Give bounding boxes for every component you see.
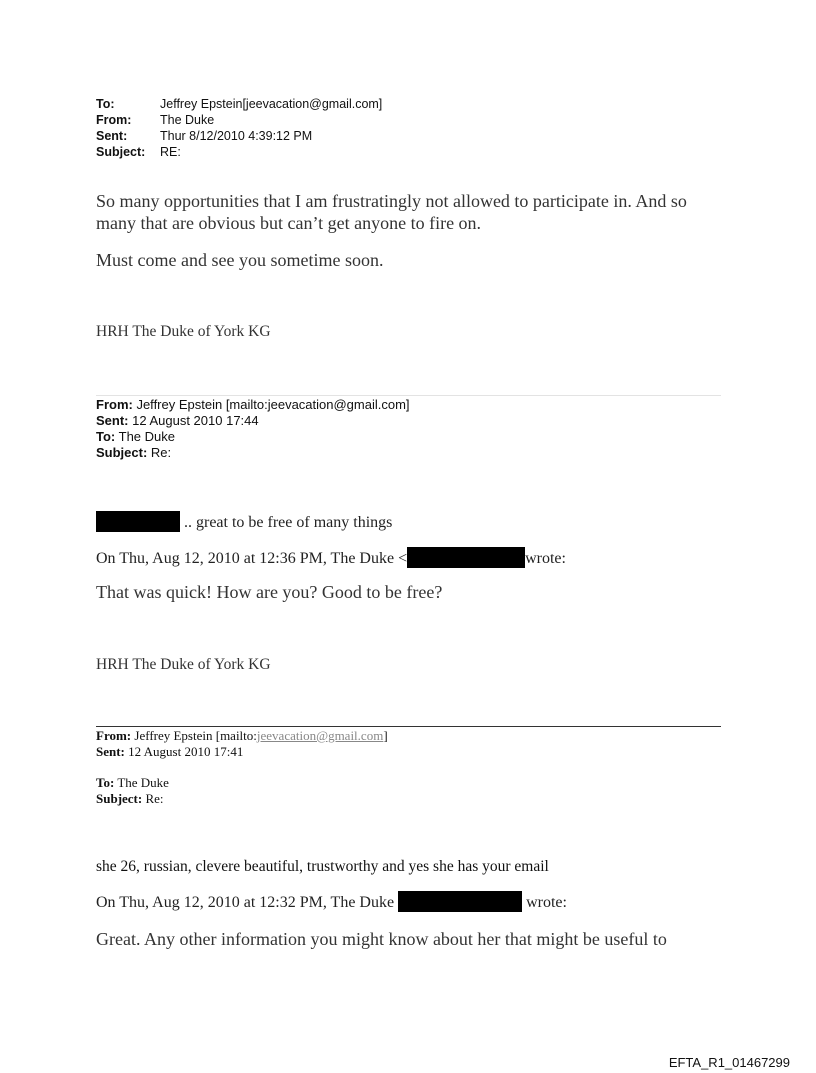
quoted-from-row — [96, 397, 410, 413]
to-value: Jeffrey Epstein[jeevacation@gmail.com] — [160, 97, 383, 111]
quoted-body-2: she 26, russian, clevere beautiful, trustworthy and yes she has your email — [96, 858, 549, 875]
quoted-sent-label: Sent: — [96, 744, 125, 759]
quoted-from-label: From: — [96, 728, 132, 743]
mailto-link[interactable]: jeevacation@gmail.com — [256, 728, 384, 743]
on-thu-line-1 — [96, 547, 566, 569]
divider — [96, 726, 721, 727]
from-label: From: — [96, 113, 132, 127]
header-to-row — [96, 96, 382, 112]
quoted-subject-row — [96, 445, 410, 461]
quoted-to-row — [96, 429, 410, 445]
quoted-to-row — [96, 775, 169, 791]
signature: HRH The Duke of York KG — [96, 323, 271, 340]
quoted-from-row — [96, 728, 388, 744]
quoted-to-value: The Duke — [114, 775, 169, 790]
email-header — [96, 96, 382, 160]
quoted-header-2 — [96, 728, 388, 760]
quoted-subject-value: Re: — [142, 791, 164, 806]
header-from-row — [96, 112, 382, 128]
message-line: many that are obvious but can’t get anyone to fire on. — [96, 213, 482, 233]
header-subject-row — [96, 144, 382, 160]
quoted-body-1 — [96, 511, 392, 533]
quoted-subject-row — [96, 791, 169, 807]
quoted-from-label: From: — [96, 397, 133, 412]
quoted-to-value: The Duke — [115, 429, 175, 444]
subject-value: RE: — [160, 145, 181, 159]
redaction-block — [96, 511, 180, 532]
divider — [96, 395, 721, 396]
quoted-from-value: Jeffrey Epstein [mailto:jeevacation@gmail.com] — [132, 397, 410, 412]
on-thu-suffix: wrote: — [525, 550, 566, 567]
message-line: So many opportunities that I am frustratingly not allowed to participate in. And so — [96, 191, 687, 211]
quoted-to-label: To: — [96, 775, 115, 790]
quoted-subject-label: Subject: — [96, 445, 148, 460]
on-thu-prefix: On Thu, Aug 12, 2010 at 12:36 PM, The Duke < — [96, 550, 408, 567]
redaction-block — [398, 891, 522, 912]
on-thu-suffix: wrote: — [526, 894, 567, 911]
quoted-body-text: .. great to be free of many things — [180, 514, 393, 531]
quoted-to-label: To: — [96, 429, 116, 444]
signature: HRH The Duke of York KG — [96, 656, 271, 673]
to-label: To: — [96, 97, 115, 111]
quoted-sent-label: Sent: — [96, 413, 129, 428]
quoted-sent-value: 12 August 2010 17:44 — [128, 413, 259, 428]
message-paragraph-1 — [96, 190, 687, 234]
quoted-from-suffix: ] — [383, 728, 388, 743]
redaction-block — [407, 547, 525, 568]
quoted-header-2b — [96, 775, 169, 807]
quoted-sent-row — [96, 744, 388, 760]
quoted-subject-label: Subject: — [96, 791, 143, 806]
quoted-header-1 — [96, 397, 410, 461]
from-value: The Duke — [160, 113, 215, 127]
bates-number: EFTA_R1_01467299 — [668, 1055, 790, 1070]
subject-label: Subject: — [96, 145, 146, 159]
quoted-reply-1: That was quick! How are you? Good to be free? — [96, 582, 443, 602]
sent-value: Thur 8/12/2010 4:39:12 PM — [160, 129, 313, 143]
message-paragraph-2: Must come and see you sometime soon. — [96, 250, 384, 270]
quoted-from-prefix: Jeffrey Epstein [mailto: — [131, 728, 257, 743]
on-thu-line-2 — [96, 891, 567, 913]
quoted-sent-value: 12 August 2010 17:41 — [124, 744, 244, 759]
quoted-sent-row — [96, 413, 410, 429]
on-thu-prefix: On Thu, Aug 12, 2010 at 12:32 PM, The Duke — [96, 894, 395, 911]
header-sent-row — [96, 128, 382, 144]
sent-label: Sent: — [96, 129, 128, 143]
quoted-subject-value: Re: — [147, 445, 172, 460]
quoted-reply-2: Great. Any other information you might know about her that might be useful to — [96, 929, 667, 949]
